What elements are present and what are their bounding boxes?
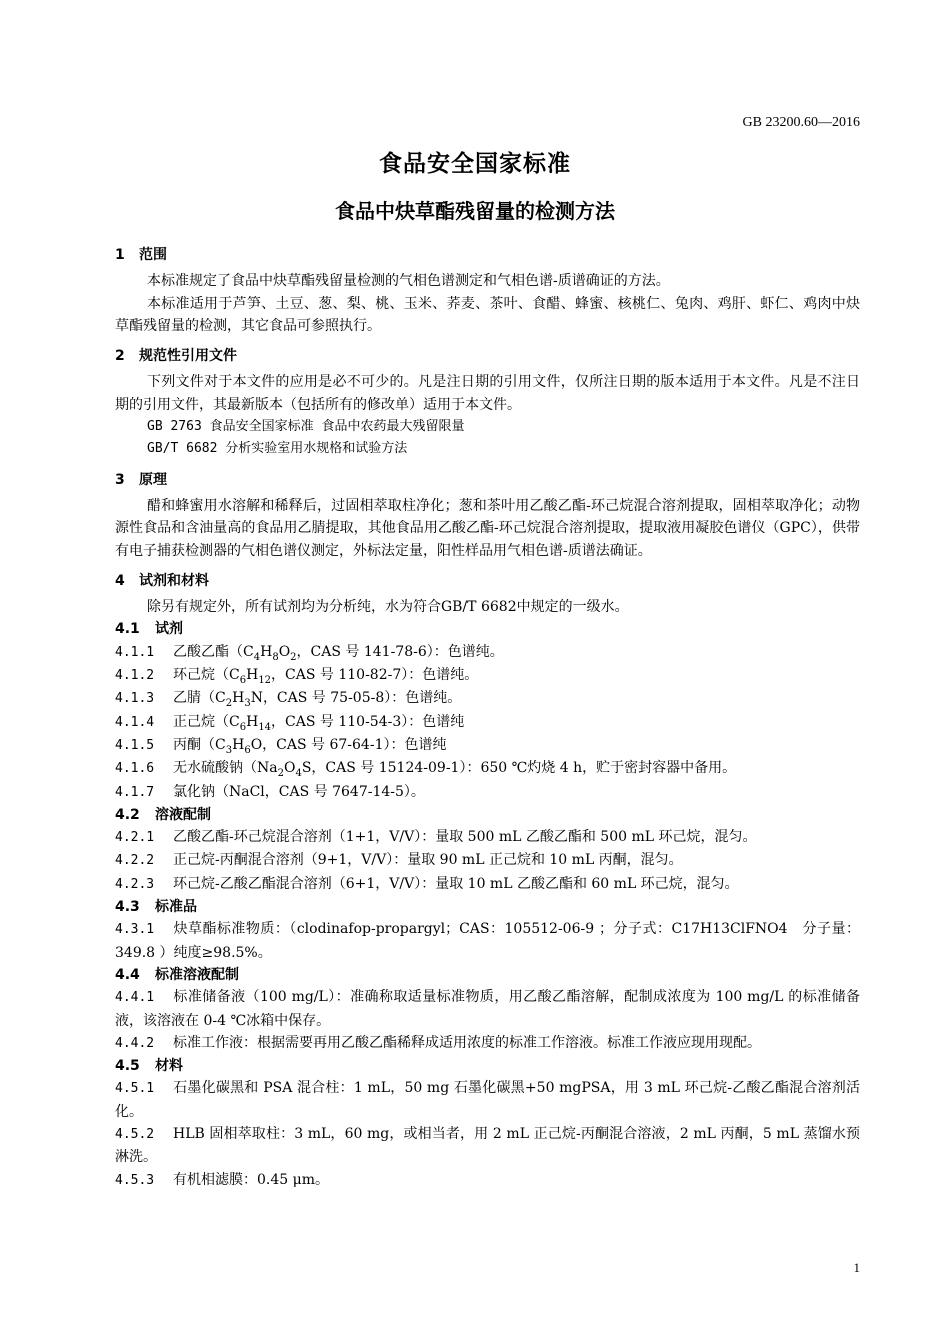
item-text: 标准储备液（100 mg/L）：准确称取适量标准物质，用乙酸乙酯溶解，配制成浓度为 100 mg/L 的标准储备液，该溶液在 0-4 ℃冰箱中保存。: [115, 989, 860, 1029]
subsection-heading-4-3: [115, 896, 860, 918]
list-item: [115, 711, 860, 734]
list-item: [115, 826, 860, 849]
item-text: 炔草酯标准物质：（clodinafop-propargyl；CAS：105512-06-9 ；分子式：C17H13ClFNO4 分子量：349.8 ）纯度≥98.5%。: [115, 921, 860, 961]
subsection-title: 溶液配制: [155, 806, 211, 823]
section-heading-2: [115, 345, 860, 367]
reference-item: GB 2763 食品安全国家标准 食品中农药最大残留限量: [147, 419, 465, 435]
item-number: 4.5.2: [115, 1126, 155, 1142]
list-item: [115, 687, 860, 710]
item-text: 正己烷（C: [173, 713, 240, 730]
item-text: S，CAS 号 15124-09-1）：650 ℃灼烧 4 h，贮于密封容器中备用。: [301, 760, 737, 777]
subsection-number: 4.3: [115, 899, 140, 916]
section-title: 原理: [139, 471, 167, 488]
list-item: [115, 1032, 860, 1055]
item-text: H: [260, 643, 273, 660]
item-text: 标准工作液：根据需要再用乙酸乙酯稀释成适用浓度的标准工作溶液。标准工作液应现用现配。: [173, 1034, 761, 1051]
item-number: 4.1.7: [115, 784, 155, 800]
document-body: [115, 244, 860, 1192]
item-text: H: [246, 667, 259, 684]
section-number: 3: [115, 471, 125, 488]
subscript: 3: [244, 698, 251, 710]
subscript: 2: [277, 768, 284, 780]
subsection-title: 标准溶液配制: [155, 966, 239, 983]
section-heading-1: [115, 244, 860, 266]
item-text: N，CAS 号 75-05-8）：色谱纯。: [250, 690, 462, 707]
item-text: H: [246, 713, 259, 730]
item-number: 4.5.3: [115, 1172, 155, 1188]
list-item: [115, 734, 860, 757]
item-number: 4.1.2: [115, 668, 155, 684]
item-number: 4.2.3: [115, 876, 155, 892]
item-number: 4.1.6: [115, 761, 155, 777]
item-number: 4.2.1: [115, 830, 155, 846]
list-item: [115, 641, 860, 664]
subsection-title: 材料: [155, 1058, 183, 1075]
subsection-number: 4.4: [115, 966, 140, 983]
subscript: 6: [239, 721, 247, 733]
document-title: 食品安全国家标准: [379, 151, 571, 177]
section-number: 1: [115, 247, 125, 263]
paragraph: 除另有规定外，所有试剂均为分析纯，水为符合GB/T 6682中规定的一级水。: [147, 599, 629, 616]
item-text: 环己烷-乙酸乙酯混合溶剂（6+1，V/V）：量取 10 mL 乙酸乙酯和 60 mL 环己烷，混匀。: [173, 875, 739, 892]
item-text: 有机相滤膜：0.45 μm。: [173, 1171, 329, 1188]
subscript: 8: [272, 651, 279, 663]
item-text: O，CAS 号 67-64-1）：色谱纯: [250, 736, 447, 753]
item-text: 氯化钠（NaCl，CAS 号 7647-14-5）。: [173, 783, 425, 800]
item-text: 乙酸乙酯-环己烷混合溶剂（1+1，V/V）：量取 500 mL 乙酸乙酯和 500 mL 环己烷，混匀。: [173, 829, 757, 846]
item-text: 乙腈（C: [173, 690, 226, 707]
subscript: 2: [290, 651, 297, 663]
list-item: [115, 873, 860, 896]
item-text: O: [283, 760, 296, 777]
list-item: [115, 849, 860, 872]
paragraph: 本标准规定了食品中炔草酯残留量检测的气相色谱测定和气相色谱-质谱确证的方法。: [147, 273, 670, 290]
subscript: 6: [239, 674, 247, 686]
section-heading-4: [115, 570, 860, 592]
item-text: 正己烷-丙酮混合溶剂（9+1，V/V）：量取 90 mL 正己烷和 10 mL 丙酮，混匀。: [173, 852, 683, 869]
section-title: 规范性引用文件: [139, 348, 237, 365]
item-text: 丙酮（C: [173, 736, 226, 753]
reference-item: GB/T 6682 分析实验室用水规格和试验方法: [147, 441, 408, 457]
section-number: 2: [115, 348, 125, 365]
item-number: 4.1.5: [115, 737, 155, 753]
item-text: HLB 固相萃取柱：3 mL，60 mg，或相当者，用 2 mL 正己烷-丙酮混合溶液，2 mL 丙酮，5 mL 蒸馏水预淋洗。: [115, 1125, 860, 1166]
subsection-heading-4-2: [115, 804, 860, 826]
item-text: O: [278, 643, 291, 660]
subsection-heading-4-5: [115, 1055, 860, 1077]
item-number: 4.3.1: [115, 922, 155, 938]
subsection-heading-4-4: [115, 964, 860, 986]
subscript: 14: [258, 721, 272, 733]
subsection-title: 标准品: [155, 899, 197, 916]
subsection-title: 试剂: [155, 621, 183, 638]
section-title: 试剂和材料: [139, 572, 209, 589]
page-number: 1: [853, 1260, 860, 1275]
standard-code: GB 23200.60—2016: [742, 115, 860, 130]
item-number: 4.2.2: [115, 853, 155, 869]
subsection-number: 4.5: [115, 1058, 140, 1075]
subsection-number: 4.1: [115, 621, 140, 638]
subscript: 2: [225, 698, 233, 710]
item-number: 4.1.3: [115, 691, 155, 707]
item-number: 4.4.1: [115, 990, 155, 1006]
list-item: [115, 757, 860, 780]
item-number: 4.1.1: [115, 644, 155, 660]
section-number: 4: [115, 572, 125, 589]
subscript: 4: [253, 651, 261, 663]
subscript: 12: [258, 674, 272, 686]
list-item: [115, 918, 860, 964]
subsection-heading-4-1: [115, 618, 860, 640]
paragraph: 醋和蜂蜜用水溶解和稀释后，过固相萃取柱净化；葱和茶叶用乙酸乙酯-环己烷混合溶剂提取，固相萃取净化；动物源性食品和含油量高的食品用乙腈提取，其他食品用乙酸乙酯-环己烷混合溶剂提取，提取液用凝胶色谱仪（GPC），供带有电子捕获检测器的气相色谱仪测定，外标法定量，阳性样品用气相色谱-质谱法确证。: [115, 497, 860, 559]
item-number: 4.4.2: [115, 1035, 155, 1051]
list-item: [115, 1077, 860, 1123]
item-text: ，CAS 号 141-78-6）：色谱纯。: [296, 643, 504, 660]
list-item: [115, 986, 860, 1032]
item-text: ，CAS 号 110-82-7）：色谱纯。: [271, 667, 479, 684]
list-item: [115, 664, 860, 687]
subscript: 3: [225, 744, 233, 756]
item-number: 4.5.1: [115, 1081, 155, 1097]
item-text: H: [232, 736, 245, 753]
item-text: 乙酸乙酯（C: [173, 643, 254, 660]
paragraph: 本标准适用于芦笋、土豆、葱、梨、桃、玉米、荞麦、茶叶、食醋、蜂蜜、核桃仁、兔肉、鸡肝、虾仁、鸡肉中炔草酯残留量的检测，其它食品可参照执行。: [115, 295, 860, 334]
document-subtitle: 食品中炔草酯残留量的检测方法: [335, 199, 615, 223]
item-text: 无水硫酸钠（Na: [173, 760, 278, 777]
list-item: [115, 781, 860, 804]
paragraph: 下列文件对于本文件的应用是必不可少的。凡是注日期的引用文件，仅所注日期的版本适用于本文件。凡是不注日期的引用文件，其最新版本（包括所有的修改单）适用于本文件。: [115, 374, 860, 413]
section-title: 范围: [139, 247, 167, 263]
subscript: 6: [244, 744, 251, 756]
subscript: 4: [295, 768, 302, 780]
item-number: 4.1.4: [115, 714, 155, 730]
list-item: [115, 1169, 860, 1192]
item-text: 环己烷（C: [173, 667, 240, 684]
item-text: 石墨化碳黑和 PSA 混合柱：1 mL，50 mg 石墨化碳黑+50 mgPSA，用 3 mL 环己烷-乙酸乙酯混合溶剂活化。: [115, 1080, 860, 1120]
section-heading-3: [115, 469, 860, 491]
item-text: H: [232, 690, 245, 707]
subsection-number: 4.2: [115, 806, 140, 823]
list-item: [115, 1123, 860, 1169]
item-text: ，CAS 号 110-54-3）：色谱纯: [271, 713, 465, 730]
